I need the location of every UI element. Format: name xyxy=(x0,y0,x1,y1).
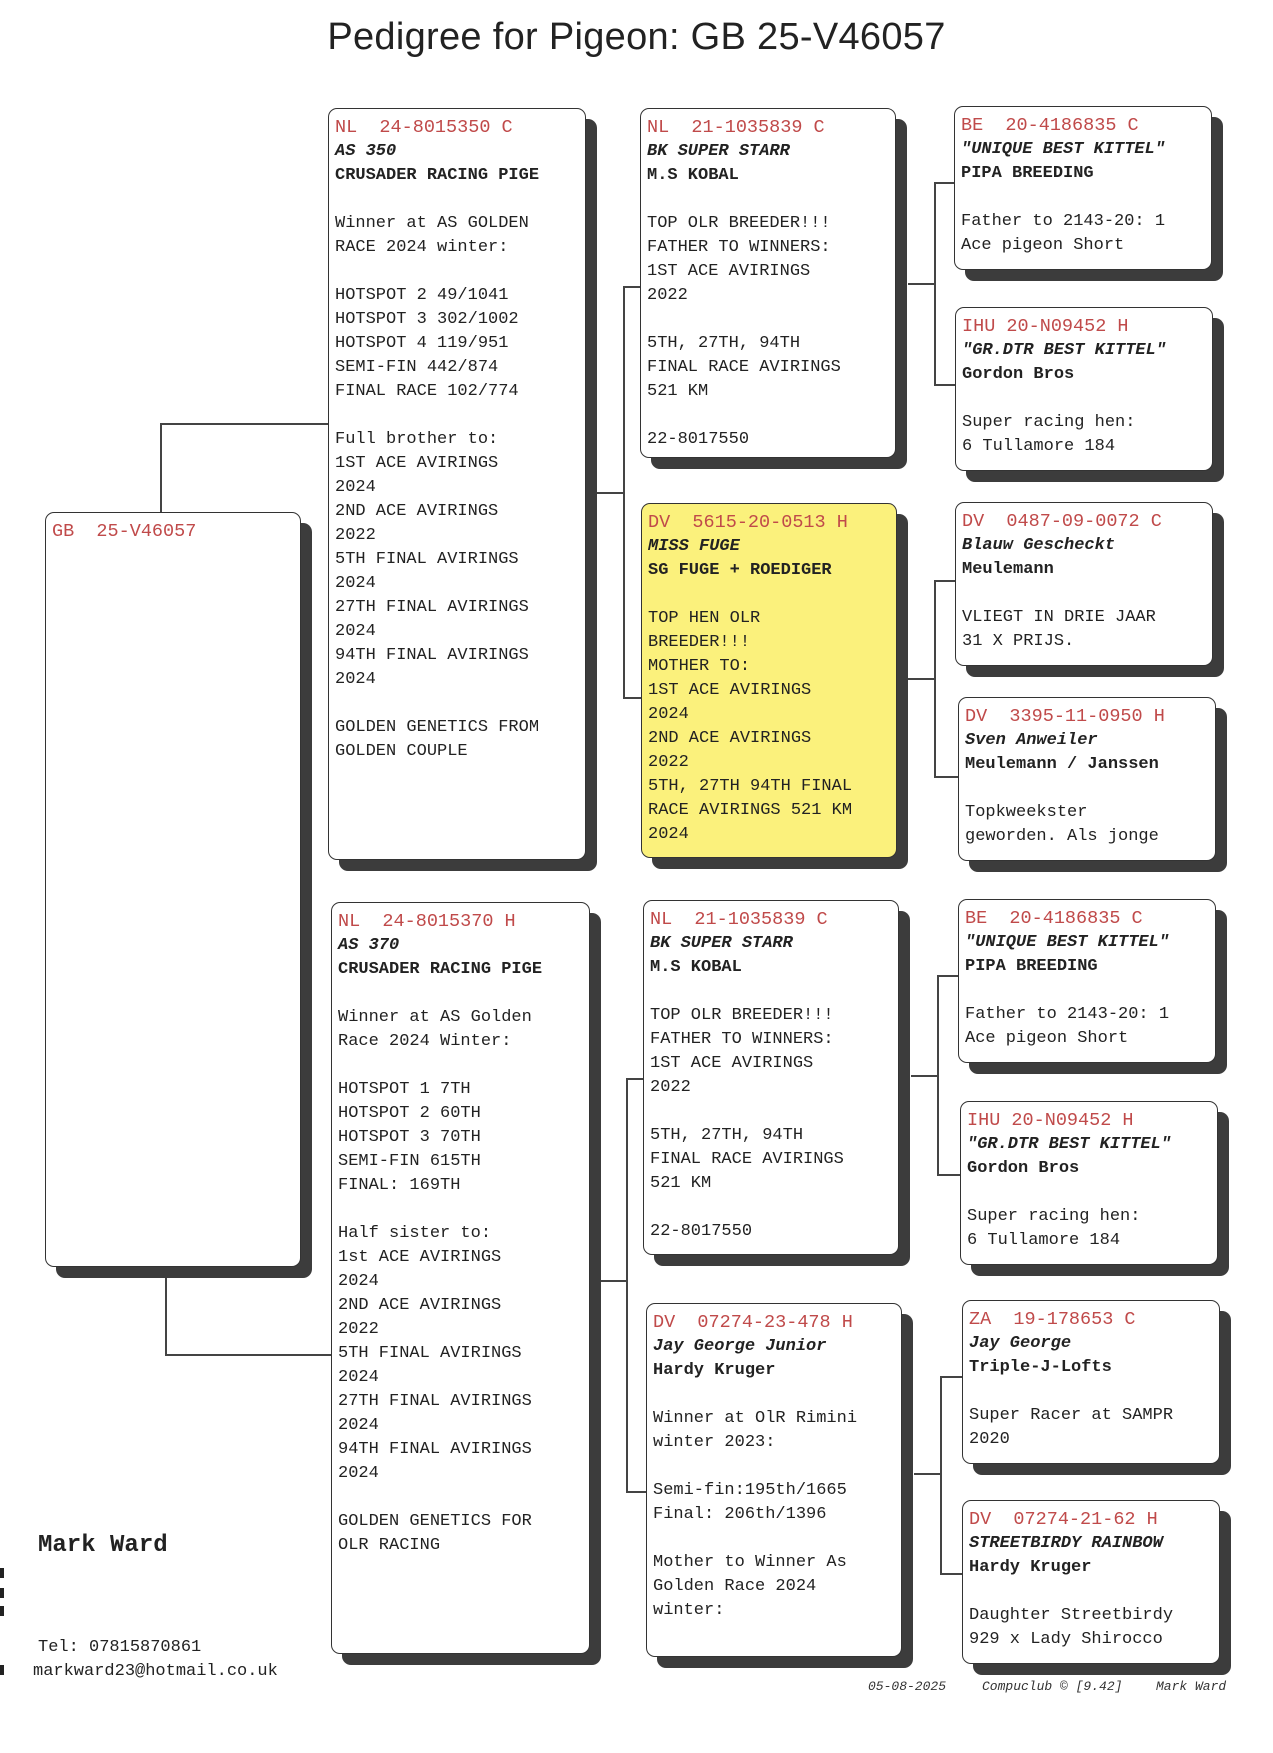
breeder-name: PIPA BREEDING xyxy=(965,957,1098,976)
pigeon-notes: TOP HEN OLR BREEDER!!! MOTHER TO: 1ST ACE AVIRINGS 2024 2ND ACE AVIRINGS 2022 5TH, 27TH 94TH FINAL RACE AVIRINGS 521 KM 2024 xyxy=(648,609,853,844)
ring-number: ZA 19-178653 C xyxy=(969,1309,1136,1330)
connector-line xyxy=(934,580,936,778)
software-credit: Compuclub © [9.42] xyxy=(982,1679,1123,1694)
sire-sire-box xyxy=(640,108,896,458)
owner-phone: Tel: 07815870861 xyxy=(38,1638,202,1657)
ring-number: BE 20-4186835 C xyxy=(965,908,1143,929)
great-grandparent-box xyxy=(958,697,1216,861)
breeder-name: M.S KOBAL xyxy=(647,166,739,185)
pigeon-name: "UNIQUE BEST KITTEL" xyxy=(965,933,1170,952)
page-title: Pedigree for Pigeon: GB 25-V46057 xyxy=(327,16,946,58)
breeder-name: PIPA BREEDING xyxy=(961,164,1094,183)
breeder-name: Hardy Kruger xyxy=(653,1361,776,1380)
pigeon-notes: Topkweekster geworden. Als jonge xyxy=(965,803,1159,846)
sire-box xyxy=(328,108,586,860)
connector-line xyxy=(623,697,643,699)
ring-number: IHU 20-N09452 H xyxy=(962,316,1129,337)
pigeon-notes: Winner at OlR Rimini winter 2023: Semi-fin:195th/1665 Final: 206th/1396 Mother to Winner As Golden Race 2024 winter: xyxy=(653,1409,858,1620)
connector-line xyxy=(165,1268,167,1356)
pigeon-name: Sven Anweiler xyxy=(965,731,1098,750)
pigeon-notes: Super racing hen: 6 Tullamore 184 xyxy=(967,1207,1141,1250)
pigeon-name: AS 350 xyxy=(335,142,397,161)
pigeon-name: Blauw Gescheckt xyxy=(962,536,1116,555)
ring-number: NL 21-1035839 C xyxy=(650,909,828,930)
pigeon-name: BK SUPER STARR xyxy=(650,934,793,953)
pigeon-name: "UNIQUE BEST KITTEL" xyxy=(961,140,1166,159)
ring-number: DV 07274-21-62 H xyxy=(969,1509,1158,1530)
breeder-name: Gordon Bros xyxy=(967,1159,1080,1178)
connector-line xyxy=(160,423,330,425)
connector-line xyxy=(590,1280,628,1282)
connector-line xyxy=(937,975,939,1175)
breeder-name: CRUSADER RACING PIGE xyxy=(338,960,543,979)
connector-line xyxy=(165,1354,335,1356)
breeder-name: M.S KOBAL xyxy=(650,958,742,977)
great-grandparent-box xyxy=(955,307,1213,471)
dam-box xyxy=(331,902,590,1654)
ring-number: NL 24-8015370 H xyxy=(338,911,516,932)
connector-line xyxy=(934,182,936,386)
owner-name: Mark Ward xyxy=(38,1532,168,1559)
great-grandparent-box xyxy=(955,502,1213,666)
ring-number: NL 24-8015350 C xyxy=(335,117,513,138)
dam-sire-box xyxy=(643,900,899,1255)
breeder-name: Meulemann / Janssen xyxy=(965,755,1159,774)
connector-line xyxy=(623,286,625,698)
breeder-name: Gordon Bros xyxy=(962,365,1075,384)
pigeon-notes: Winner at AS GOLDEN RACE 2024 winter: HOTSPOT 2 49/1041 HOTSPOT 3 302/1002 HOTSPOT 4 119/951 SEMI-FIN 442/874 FINAL RACE 102/774 Full brother to: 1ST ACE AVIRINGS 2024 2ND ACE AVIRINGS 2022 5TH FINAL AVIRINGS 2024 27TH FINAL AVIRINGS 2024 94TH FINAL AVIRINGS 2024 GOLDEN GENETICS FROM GOLDEN COUPLE xyxy=(335,214,540,761)
breeder-name: Triple-J-Lofts xyxy=(969,1358,1112,1377)
scan-edge-mark xyxy=(0,1588,4,1598)
pigeon-notes: Father to 2143-20: 1 Ace pigeon Short xyxy=(965,1005,1170,1048)
subject-pigeon-box xyxy=(45,512,301,1267)
great-grandparent-box xyxy=(958,899,1216,1063)
connector-line xyxy=(908,678,936,680)
pigeon-notes: Winner at AS Golden Race 2024 Winter: HOTSPOT 1 7TH HOTSPOT 2 60TH HOTSPOT 3 70TH SEMI-FIN 615TH FINAL: 169TH Half sister to: 1st ACE AVIRINGS 2024 2ND ACE AVIRINGS 2022 5TH FINAL AVIRINGS 2024 27TH FINAL AVIRINGS 2024 94TH FINAL AVIRINGS 2024 GOLDEN GENETICS FOR OLR RACING xyxy=(338,1008,532,1555)
breeder-name: Meulemann xyxy=(962,560,1054,579)
ring-number: DV 3395-11-0950 H xyxy=(965,706,1165,727)
pigeon-notes: Daughter Streetbirdy 929 x Lady Shirocco xyxy=(969,1606,1174,1649)
scan-edge-mark xyxy=(0,1665,4,1675)
connector-line xyxy=(160,423,162,515)
pigeon-notes: Super Racer at SAMPR 2020 xyxy=(969,1406,1174,1449)
ring-number: DV 5615-20-0513 H xyxy=(648,512,848,533)
owner-email: markward23@hotmail.co.uk xyxy=(33,1662,278,1681)
ring-number: BE 20-4186835 C xyxy=(961,115,1139,136)
pigeon-notes: Father to 2143-20: 1 Ace pigeon Short xyxy=(961,212,1166,255)
pigeon-name: MISS FUGE xyxy=(648,537,740,556)
ring-number: GB 25-V46057 xyxy=(52,521,197,542)
pigeon-notes: TOP OLR BREEDER!!! FATHER TO WINNERS: 1ST ACE AVIRINGS 2022 5TH, 27TH, 94TH FINAL RACE AVIRINGS 521 KM 22-8017550 xyxy=(650,1006,844,1241)
ring-number: NL 21-1035839 C xyxy=(647,117,825,138)
connector-line xyxy=(940,1376,964,1378)
breeder-name: CRUSADER RACING PIGE xyxy=(335,166,540,185)
dam-dam-box xyxy=(646,1303,902,1657)
pigeon-name: BK SUPER STARR xyxy=(647,142,790,161)
great-grandparent-box xyxy=(962,1300,1220,1464)
ring-number: IHU 20-N09452 H xyxy=(967,1110,1134,1131)
connector-line xyxy=(937,1174,961,1176)
connector-line xyxy=(934,776,958,778)
pigeon-name: AS 370 xyxy=(338,936,400,955)
breeder-name: Hardy Kruger xyxy=(969,1558,1092,1577)
print-date: 05-08-2025 xyxy=(868,1679,947,1694)
connector-line xyxy=(585,492,625,494)
pigeon-notes: VLIEGT IN DRIE JAAR 31 X PRIJS. xyxy=(962,608,1156,651)
pigeon-notes: Super racing hen: 6 Tullamore 184 xyxy=(962,413,1136,456)
connector-line xyxy=(908,283,936,285)
connector-line xyxy=(626,1491,646,1493)
connector-line xyxy=(914,1473,942,1475)
ring-number: DV 07274-23-478 H xyxy=(653,1312,853,1333)
pigeon-name: Jay George Junior xyxy=(653,1337,827,1356)
scan-edge-mark xyxy=(0,1606,4,1616)
connector-line xyxy=(940,1376,942,1574)
connector-line xyxy=(940,1573,964,1575)
pigeon-name: "GR.DTR BEST KITTEL" xyxy=(967,1135,1172,1154)
pigeon-name: STREETBIRDY RAINBOW xyxy=(969,1534,1163,1553)
sire-dam-box xyxy=(641,503,897,858)
connector-line xyxy=(911,1075,939,1077)
pigeon-name: "GR.DTR BEST KITTEL" xyxy=(962,341,1167,360)
footer-author: Mark Ward xyxy=(1156,1679,1227,1694)
great-grandparent-box xyxy=(960,1101,1218,1265)
connector-line xyxy=(626,1078,628,1492)
ring-number: DV 0487-09-0072 C xyxy=(962,511,1162,532)
great-grandparent-box xyxy=(954,106,1212,270)
great-grandparent-box xyxy=(962,1500,1220,1664)
scan-edge-mark xyxy=(0,1568,4,1578)
pigeon-notes: TOP OLR BREEDER!!! FATHER TO WINNERS: 1ST ACE AVIRINGS 2022 5TH, 27TH, 94TH FINAL RACE AVIRINGS 521 KM 22-8017550 xyxy=(647,214,841,449)
pigeon-name: Jay George xyxy=(969,1334,1072,1353)
breeder-name: SG FUGE + ROEDIGER xyxy=(648,561,832,580)
